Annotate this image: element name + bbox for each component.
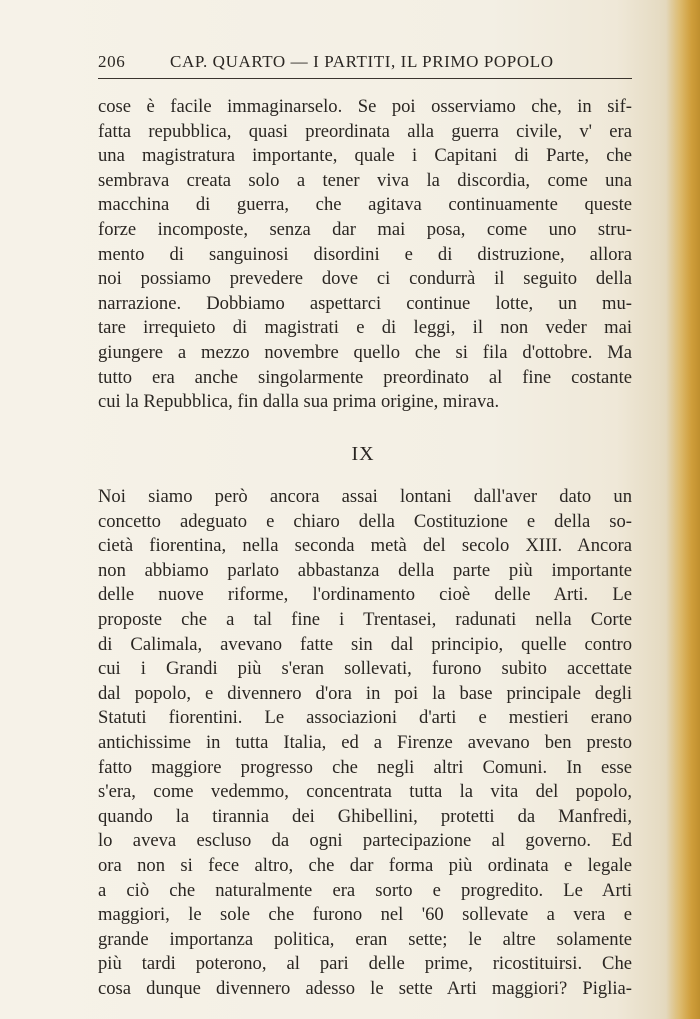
text-line: lo aveva escluso da ogni partecipazione al governo. Ed — [98, 830, 632, 852]
text-line: di Calimala, avevano fatte sin dal principio, quelle contro — [98, 633, 632, 655]
text-line: mento di sanguinosi disordini e di distruzione, allora — [98, 243, 632, 265]
text-line: proposte che a tal fine i Trentasei, radunati nella Corte — [98, 608, 632, 630]
text-line: cui i Grandi più s'eran sollevati, furono subito accettate — [98, 658, 632, 680]
text-line: cosa dunque divennero adesso le sette Arti maggiori? Piglia- — [98, 977, 632, 999]
running-title: CAP. QUARTO — I PARTITI, IL PRIMO POPOLO — [170, 52, 554, 71]
text-line: non abbiamo parlato abbastanza della parte più importante — [98, 559, 632, 581]
text-line: tare irrequieto di magistrati e di leggi, il non veder mai — [98, 317, 632, 339]
paragraph-1 — [98, 95, 632, 415]
text-line: a ciò che naturalmente era sorto e progredito. Le Arti — [98, 879, 632, 901]
text-line: delle nuove riforme, l'ordinamento cioè delle Arti. Le — [98, 584, 632, 606]
paragraph-2 — [98, 485, 632, 1001]
text-line: tutto era anche singolarmente preordinato al fine costante — [98, 366, 632, 388]
text-line: più tardi poterono, al pari delle prime, ricostituirsi. Che — [98, 953, 632, 975]
text-line: una magistratura importante, quale i Capitani di Parte, che — [98, 145, 632, 167]
text-line: cose è facile immaginarselo. Se poi osserviamo che, in sif- — [98, 96, 632, 117]
running-header — [98, 50, 632, 79]
section-heading: IX — [351, 443, 375, 465]
text-line: narrazione. Dobbiamo aspettarci continue lotte, un mu- — [98, 292, 632, 314]
text-line: grande importanza politica, eran sette; le altre solamente — [98, 928, 632, 950]
text-line: maggiori, le sole che furono nel '60 sollevate a vera e — [98, 904, 632, 926]
text-line: Noi siamo però ancora assai lontani dall'aver dato un — [98, 486, 632, 507]
text-line: quando la tirannia dei Ghibellini, protetti da Manfredi, — [98, 805, 632, 827]
text-line: fatto maggiore progresso che negli altri Comuni. In esse — [98, 756, 632, 778]
text-line: cui la Repubblica, fin dalla sua prima origine, mirava. — [98, 391, 500, 413]
text-line: ora non si fece altro, che dar forma più ordinata e legale — [98, 854, 632, 876]
text-line: dal popolo, e divennero d'ora in poi la base principale degli — [98, 682, 632, 704]
text-line: sembrava creata solo a tener viva la discordia, come una — [98, 169, 632, 191]
text-line: s'era, come vedemmo, concentrata tutta la vita del popolo, — [98, 781, 632, 803]
text-line: giungere a mezzo novembre quello che si fila d'ottobre. Ma — [98, 341, 632, 363]
page-number: 206 — [98, 52, 126, 71]
text-line: noi possiamo prevedere dove ci condurrà il seguito della — [98, 268, 632, 290]
text-line: macchina di guerra, che agitava continuamente queste — [98, 194, 632, 216]
text-line: forze incomposte, senza dar mai posa, come uno stru- — [98, 218, 632, 240]
text-line: antichissime in tutta Italia, ed a Firenze avevano ben presto — [98, 731, 632, 753]
text-line: cietà fiorentina, nella seconda metà del secolo XIII. Ancora — [98, 535, 632, 557]
text-line: concetto adeguato e chiaro della Costituzione e della so- — [98, 510, 632, 532]
text-line: Statuti fiorentini. Le associazioni d'arti e mestieri erano — [98, 707, 632, 729]
text-line: fatta repubblica, quasi preordinata alla guerra civile, v' era — [98, 120, 632, 142]
page-edge-shadow — [666, 0, 700, 1019]
